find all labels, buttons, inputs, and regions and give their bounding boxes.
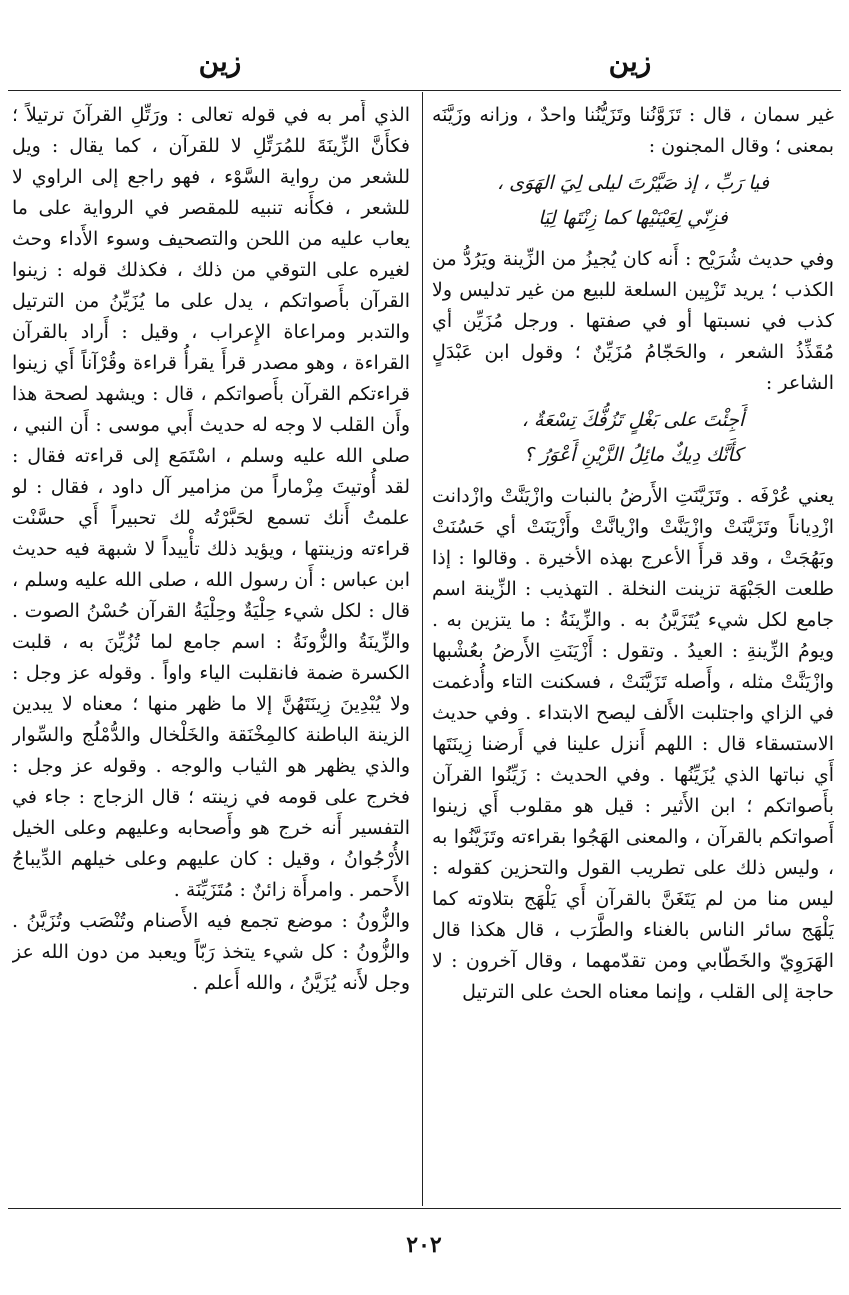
column-divider [422,92,423,1206]
header-entry-word-right: زين [608,45,652,78]
page-header [0,42,849,82]
verse-line: كأَنَّك دِيكٌ مائِلُ الزَّيْنِ أَعْوَرُ ؟ [523,444,743,466]
right-paragraph-2: وفي حديث شُرَيْح : أَنه كان يُجيزُ من الزِّينة ويَرُدُّ من الكذب ؛ يريد تَزْيِين السلعة للبيع من غير تدليس ولا كذب في نسبتها أو في صفتها . ورجل مُزَيِّن أي مُقَذِّذُ الشعر ، والحَجّامُ مُزَيِّنٌ ؛ وقول ابن عَبْدَلٍ الشاعر : [432,248,834,394]
right-paragraph-3: يعني عُرْفَه . وتَزَيَّنَتِ الأَرضُ بالنبات وازْيَنَّتْ وازْدانت ازْدِياناً وتَزَيَّنَتْ وازْيَنَّتْ وازْيانَّتْ وأَزْيَنَتْ أي حَسُنَتْ وبَهُجَتْ ، وقد قرأَ الأعرج بهذه الأخيرة . وقالوا : إذا طلعت الجَبْهَة تزينت النخلة . التهذيب : الزِّينة اسم جامع لكل شيء يُتَزَيَّنُ به . والزِّينَةُ : ما يتزين به . ويومُ الزِّينةِ : العيدُ . وتقول : أَزْيَنَتِ الأَرضُ بعُشْبها وازْيَنَّتْ مثله ، وأَصله تَزَيَّنَتْ ، فسكنت التاء وأُدغمت في الزاي واجتلبت الأَلف ليصح الابتداء . وفي حديث الاستسقاء قال : اللهم أَنزل علينا في أَرضنا زِينَتَها أَي نباتها الذي يُزَيِّنُها . وفي الحديث : زَيِّنُوا القرآن بأَصواتكم ؛ ابن الأَثير : قيل هو مقلوب أَي زينوا أَصواتكم بالقرآن ، والمعنى الهَجُوا بقراءته وتَزَيَّنُوا به ، وليس ذلك على تطريب القول والتحزين كقوله : ليس منا من لم يَتَغَنَّ بالقرآن أَي يَلْهَج بتلاوته كما يَلْهَج سائر الناس بالغناء والطَّرَب ، قال هكذا قال الهَرَوِيّ والخَطّابي ومن تقدّمهما ، وقال آخرون : لا حاجة إلى القلب ، وإنما معناه الحث على الترتيل [432,485,834,1003]
verse-majnun [432,168,834,234]
verse-line: فزِنّي لِعَيْنَيْها كما زِنْتَها لِيَا [538,207,728,229]
verse-ibn-abdal [432,405,834,471]
left-paragraph-2: والزُّونُ : موضع تجمع فيه الأَصنام وتُنْصَب وتُزَيَّنُ . والزُّونُ : كل شيء يتخذ رَبّاً ويعبد من دون الله عز وجل لأَنه يُزَيَّنُ ، والله أَعلم . [12,910,410,994]
verse-line: أَجِئْتَ على بَغْلٍ تَزُفُّكَ تِسْعَةٌ ، [521,409,745,431]
bottom-rule [8,1208,841,1209]
right-column [432,100,834,1200]
verse-line: فيا رَبِّ ، إذ صَيَّرْتَ ليلى لِيَ الهَوَى ، [496,172,769,194]
left-column [12,100,410,1200]
right-paragraph-1: غير سمان ، قال : تَزَوَّنُنا وتَزَيُّنُنا واحدٌ ، وزانه وزَيَّنَه بمعنى ؛ وقال المجنون : [432,104,834,157]
page-number: ٢٠٢ [406,1232,442,1258]
header-entry-word-left: زين [198,45,242,78]
top-rule [8,90,841,91]
left-paragraph-1: الذي أَمر به في قوله تعالى : ورَتِّلِ القرآنَ ترتيلاً ؛ فكأَنَّ الزِّينَةَ للمُرَتِّلِ لا للقرآن ، كما يقال : ويل للشعر من رواية السَّوْء ، فهو راجع إلى الراوي لا للشعر ، فكأَنه تنبيه للمقصر في الرواية على ما يعاب عليه من اللحن والتصحيف وسوء الأَداء وحث لغيره على التوقي من ذلك ، فكذلك قوله : زينوا القرآن بأَصواتكم ، يدل على ما يُزَيِّنُ من الترتيل والتدبر ومراعاة الإِعراب ، وقيل : أَراد بالقرآن القراءة ، وهو مصدر قرأَ يقرأُ قراءة وقُرْآناً أَي زينوا قراءتكم القرآن بأَصواتكم ، قال : ويشهد لصحة هذا وأَن القلب لا وجه له حديث أَبي موسى : أَن النبي ، صلى الله عليه وسلم ، اسْتَمَع إلى قراءته فقال : لقد أُوتيتَ مِزْماراً من مزامير آل داود ، فقال : لو علمتُ أَنك تسمع لحَبَّرْتُه لك تحبيراً أَي حسَّنْت قراءته وزينتها ، ويؤيد ذلك تأْييداً لا شبهة فيه حديث ابن عباس : أَن رسول الله ، صلى الله عليه وسلم ، قال : لكل شيء حِلْيَةٌ وحِلْيَةُ القرآن حُسْنُ الصوت . والزِّينَةُ والزُّونَةُ : اسم جامع لما تُزُيِّنَ به ، قلبت الكسرة ضمة فانقلبت الياء واواً . وقوله عز وجل : ولا يُبْدِينَ زِينَتَهُنَّ إلا ما ظهر منها ؛ معناه لا يبدين الزينة الباطنة كالمِخْنَقة والخَلْخال والدُّمْلُج والسِّوار والذي يظهر هو الثياب والوجه . وقوله عز وجل : فخرج على قومه في زينته ؛ قال الزجاج : جاء في التفسير أَنه خرج هو وأَصحابه وعليهم وعلى الخيل الأُرْجُوانُ ، وقيل : كان عليهم وعلى خيلهم الدِّيباجُ الأَحمر . وامرأَة زائنٌ : مُتَزَيِّنَة . [12,104,410,901]
